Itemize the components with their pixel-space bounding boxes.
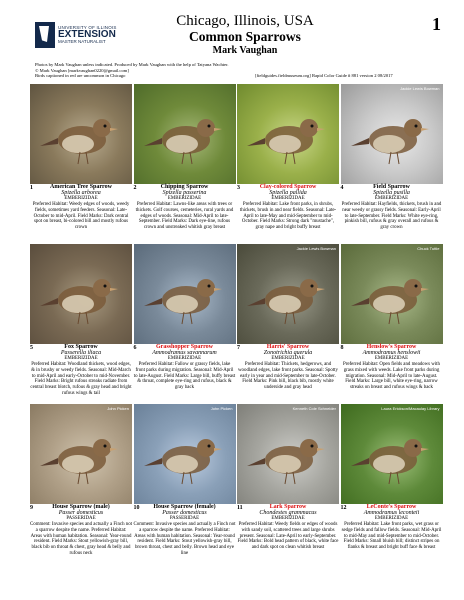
logo-line3: MASTER NATURALIST (58, 39, 106, 44)
photo-credit: Chuck Tuttle (417, 246, 440, 251)
species-photo (30, 244, 132, 344)
credits (35, 62, 229, 79)
species-photo (30, 84, 132, 184)
photo-credit: Laura Erickson/Macaulay Library (381, 406, 440, 411)
family-name: PASSERIDAE (66, 516, 96, 522)
photo-credit: John Picken (210, 406, 233, 411)
species-description: Preferred Habitat: Fallow or grassy fields, lake front parks during migration. Seasonal: Mid-April to late-August. Field Marks: Large bill, buffy breast & throat, complete eye-ring and rufous, black & gray back (133, 362, 236, 390)
species-number: 11 (237, 505, 243, 511)
species-photo (237, 244, 339, 344)
species-description: Preferred Habitat: Weedy fields or edges of woods with sandy soil, scattered trees and large shrubs present. Seasonal: Late-April to early-September. Field Marks: Bold head pattern of black, white face and dark spot on clean whitish breast (237, 522, 339, 550)
species-number: 1 (30, 185, 33, 191)
scientific-name: Chondestes grammacus (259, 509, 317, 516)
illinois-logo-icon (35, 22, 55, 48)
photo-credit: Jackie Lewis Bowman (296, 246, 336, 251)
common-name: Harris' Sparrow (266, 344, 310, 350)
family-name: EMBERIZIDAE (374, 516, 409, 522)
species-description: Preferred Habitat: Woodland thickets, wood edges, & in brushy or weedy fields. Seasonal: Mid-March to mid-April and early-October to mid-November. Field Marks: Bright rufous streaks radiate from central breast blotch, rufous & gray head and bright rufous wings & tail (30, 362, 132, 396)
common-name: House Sparrow (female) (153, 504, 216, 510)
sparrow-icon (341, 84, 443, 184)
family-name: EMBERIZIDAE (271, 196, 305, 202)
species-description: Comment: Invasive species and actually a Finch not a sparrow despite the name. Preferred Habitat: Areas with human habitation. Seasonal: Year-round resident. Field Marks: Stout yellowish-gray bill, black bib on throat & chest, gray head & belly and rufous neck (30, 522, 132, 556)
species-info (30, 185, 132, 231)
family-name: EMBERIZIDAE (271, 356, 305, 362)
scientific-name: Ammodramus leconteii (363, 509, 420, 516)
sparrow-icon (237, 404, 339, 504)
family-name: EMBERIZIDAE (374, 196, 409, 202)
common-name: LeConte's Sparrow (366, 504, 417, 510)
credits-line2: © Mark Vaughan [markvaughan0220@gmail.com] (35, 67, 129, 73)
sparrow-icon (134, 244, 236, 344)
species-description: Preferred Habitat: Open fields and meadows with grass mixed with weeds. Lake front parks during migration. Seasonal: Mid-April to late-August. Field Marks: Large bill, white eye-ring, narrow streaks on breast and rufous wings & back (343, 362, 440, 390)
species-description: Preferred Habitat: Lawns-like areas with trees or thickets. Golf courses, cemeteries, rural yards and edges of woods. Seasonal: Mid-April to late-September. Field Marks: Dark eye-line, rufous crown and unstreaked whitish gray breast (135, 202, 234, 230)
species-description: Preferred Habitat: Thickets, hedgerows, and woodland edges, lake front parks. Seasonal: Spotty early in year and mid-September to late-October. Field Marks: Pink bill, black bib, mostly white underside and gray head (238, 362, 338, 390)
species-number: 9 (30, 505, 33, 511)
photo-credit: Kenneth Cole Schneider (292, 406, 336, 411)
species-number: 7 (237, 345, 240, 351)
page-author: Mark Vaughan (212, 45, 278, 56)
species-description: Comment: Invasive species and actually a Finch not a sparrow despite the name. Preferred Habitat: Areas with human habitation. Seasonal: Year-round resident. Field Marks: Stout yellowish-gray bill, brown throat, chest and belly. Brown head and eye line (133, 522, 236, 556)
family-name: EMBERIZIDAE (374, 356, 409, 362)
credits-line1: Photos by Mark Vaughan unless indicated. Produced by Mark Vaughan with the help of Tatyana Wachter. (35, 62, 229, 67)
page-number: 1 (432, 14, 441, 34)
species-number: 6 (133, 345, 137, 351)
common-name: Chipping Sparrow (160, 184, 209, 190)
family-name: EMBERIZIDAE (167, 356, 202, 362)
species-description: Preferred Habitat: Weedy edges of woods, weedy fields, sometimes yard feeders. Seasonal: Late-October to mid-April. Field Marks: Dark central spot on breast, bi-colored bill and mostly rufous crown (32, 202, 130, 230)
species-number: 5 (30, 345, 33, 351)
species-photo (341, 244, 443, 344)
family-name: EMBERIZIDAE (64, 356, 98, 362)
species-number: 10 (133, 505, 140, 511)
species-photo (134, 244, 236, 344)
credits-line3: Birds captioned in red are uncommon in Chicago (35, 73, 126, 79)
species-description: Preferred Habitat: Lake front parks, wet grass or sedge fields and fallow fields. Seasonal: Mid-April to mid-May and mid-September to mid-October. Field Marks: Small bluish bill; distinct stripes on flanks & breast and bright buff face & breast (341, 522, 442, 550)
guide-reference: [fieldguides.fieldmuseum.org] Rapid Color Guide # 881 version 2 08/2017 (255, 73, 393, 78)
species-info (237, 345, 339, 391)
species-info (341, 345, 443, 391)
species-photo (341, 84, 443, 184)
sparrow-icon (30, 404, 132, 504)
common-name: Henslow's Sparrow (366, 344, 417, 350)
scientific-name: Zonotrichia querula (263, 349, 313, 356)
species-info (30, 345, 132, 396)
sparrow-icon (30, 244, 132, 344)
species-description: Preferred Habitat: Hayfields, thickets, brush in and near weedy or grassy fields. Seasonal: Early-April to late-September. Field Marks: White eye-ring, pinkish bill, rufous & gray overall and rufous & gray crown (341, 202, 442, 230)
sparrow-icon (341, 404, 443, 504)
page-header (0, 0, 464, 62)
photo-credit: John Picken (107, 406, 129, 411)
species-photo (134, 404, 236, 504)
sparrow-icon (134, 84, 236, 184)
page-title: Chicago, Illinois, USA (176, 13, 314, 29)
species-info (341, 505, 443, 551)
scientific-name: Spizella passerina (162, 189, 207, 196)
species-photo (237, 84, 339, 184)
common-name: Fox Sparrow (64, 344, 98, 350)
scientific-name: Passerella iliaca (60, 349, 102, 356)
common-name: Grasshopper Sparrow (156, 344, 213, 350)
scientific-name: Spizella pallida (269, 189, 307, 196)
species-photo (237, 404, 339, 504)
species-number: 12 (340, 505, 347, 511)
scientific-name: Spizella pusilla (373, 189, 410, 196)
scientific-name: Passer domesticus (58, 509, 104, 516)
species-info (341, 185, 443, 231)
extension-logo (35, 22, 131, 48)
species-photo (134, 84, 236, 184)
sparrow-icon (134, 404, 236, 504)
species-info (30, 505, 132, 556)
family-name: EMBERIZIDAE (271, 516, 305, 522)
common-name: American Tree Sparrow (50, 184, 112, 190)
species-info (237, 505, 339, 551)
species-info (134, 345, 236, 391)
scientific-name: Passer domesticus (162, 509, 207, 516)
species-number: 3 (237, 185, 240, 191)
logo-line1: UNIVERSITY OF ILLINOIS (58, 24, 117, 30)
sparrow-icon (341, 244, 443, 344)
sparrow-icon (237, 84, 339, 184)
scientific-name: Ammodramus savannarum (152, 349, 217, 356)
page-subtitle: Common Sparrows (189, 29, 301, 44)
scientific-name: Spizella arborea (61, 189, 101, 196)
scientific-name: Ammodramus henslowii (362, 349, 421, 356)
species-number: 2 (133, 185, 137, 191)
species-number: 4 (340, 185, 344, 191)
species-info (134, 185, 236, 231)
family-name: EMBERIZIDAE (64, 196, 98, 202)
logo-line2: EXTENSION (58, 29, 116, 40)
species-description: Preferred Habitat: Lake front parks, in shrubs, thickets, brush in and near fields. Seasonal: Late-April to late-May and mid-September to mid-October. Field Marks: Strong dark "mustache", gray nape and bright buffy breast (239, 202, 337, 230)
sparrow-icon (30, 84, 132, 184)
family-name: EMBERIZIDAE (167, 196, 202, 202)
common-name: Clay-colored Sparrow (259, 184, 317, 190)
family-name: PASSERIDAE (169, 516, 200, 522)
sparrow-icon (237, 244, 339, 344)
species-info (134, 505, 236, 556)
common-name: Lark Sparrow (269, 504, 307, 510)
common-name: Field Sparrow (373, 184, 410, 190)
species-number: 8 (340, 345, 344, 351)
species-photo (30, 404, 132, 504)
common-name: House Sparrow (male) (52, 504, 110, 510)
species-photo (341, 404, 443, 504)
species-info (237, 185, 339, 231)
photo-credit: Jackie Lewis Bowman (400, 86, 440, 91)
